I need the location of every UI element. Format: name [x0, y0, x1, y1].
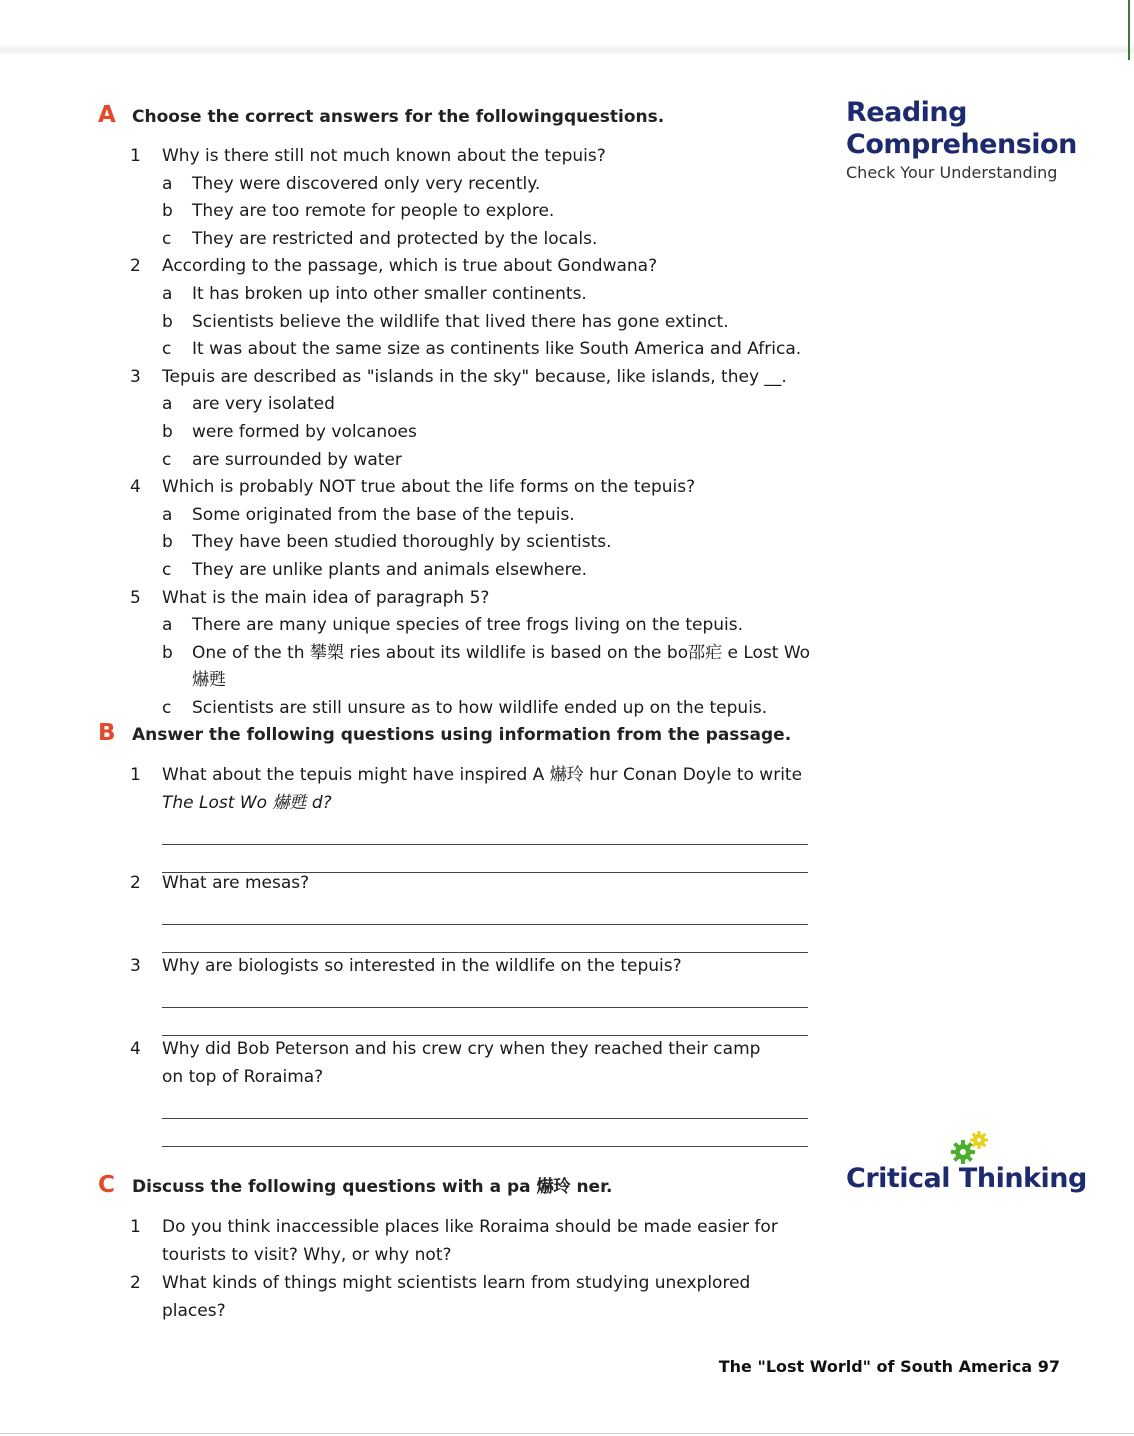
option-text: They have been studied thoroughly by scientists. — [192, 532, 612, 553]
answer-option[interactable] — [130, 695, 830, 723]
reading-subtitle: Check Your Understanding — [846, 163, 1058, 182]
footer-title: The "Lost World" of South America — [718, 1357, 1033, 1376]
page-edge-mark — [1128, 0, 1130, 60]
option-text: are surrounded by water — [192, 449, 402, 470]
question-text: What are mesas? — [162, 873, 310, 893]
answer-option[interactable] — [130, 529, 830, 557]
answer-line[interactable] — [162, 925, 808, 953]
question-text: What kinds of things might scientists learn from studying unexplored — [162, 1273, 751, 1293]
question-item — [130, 474, 830, 502]
question-text: What is the main idea of paragraph 5? — [162, 587, 490, 608]
section-b-title: Answer the following questions using information from the passage. — [132, 725, 792, 745]
question-text-continued: tourists to visit? Why, or why not? — [162, 1245, 452, 1265]
question-text: Tepuis are described as "islands in the sky" because, like islands, they __. — [162, 366, 787, 387]
option-text: were formed by volcanoes — [192, 421, 417, 442]
section-b-question-3 — [130, 952, 830, 1036]
option-letter: b — [162, 642, 173, 663]
section-b-question-1 — [130, 761, 830, 873]
answer-option[interactable] — [130, 171, 830, 199]
question-number: 1 — [130, 765, 141, 785]
option-letter: a — [162, 283, 173, 304]
question-number: 5 — [130, 587, 141, 608]
question-item — [130, 364, 830, 392]
answer-line[interactable] — [162, 817, 808, 845]
page-number: 97 — [1037, 1357, 1060, 1376]
question-number: 2 — [130, 873, 141, 893]
question-text: Why is there still not much known about the tepuis? — [162, 146, 606, 166]
section-a-letter: A — [98, 102, 116, 128]
option-text: They are unlike plants and animals elsewhere. — [192, 559, 588, 580]
section-b-question-2 — [130, 869, 830, 953]
answer-line[interactable] — [162, 980, 808, 1008]
option-text: One of the th 攀槊 ries about its wildlife is based on the bo邵疟 e Lost Wo 爀甦 — [192, 642, 811, 691]
section-b-heading — [98, 720, 791, 746]
option-text: It was about the same size as continents like South America and Africa. — [192, 339, 802, 360]
option-letter: a — [162, 615, 173, 636]
question-text: Why are biologists so interested in the wildlife on the tepuis? — [162, 956, 682, 976]
option-letter: b — [162, 311, 173, 332]
option-letter: a — [162, 173, 173, 194]
option-letter: c — [162, 559, 172, 580]
question-item — [130, 253, 830, 281]
option-text: Scientists are still unsure as to how wildlife ended up on the tepuis. — [192, 697, 768, 718]
section-c-title: Discuss the following questions with a pa 爀玲 ner. — [132, 1177, 613, 1197]
question-text: According to the passage, which is true about Gondwana? — [162, 256, 658, 277]
answer-option[interactable] — [130, 419, 830, 447]
answer-option[interactable] — [130, 612, 830, 640]
question-text-continued: places? — [162, 1301, 226, 1321]
option-letter: c — [162, 339, 172, 360]
reading-comprehension-title — [846, 97, 1077, 161]
question-number: 3 — [130, 956, 141, 976]
question-item — [130, 585, 830, 613]
answer-option[interactable] — [130, 281, 830, 309]
section-a-question-list — [130, 143, 830, 722]
question-text: Which is probably NOT true about the life forms on the tepuis? — [162, 477, 696, 498]
option-letter: a — [162, 394, 173, 415]
answer-option[interactable] — [130, 226, 830, 254]
answer-option[interactable] — [130, 391, 830, 419]
answer-option[interactable] — [130, 502, 830, 530]
answer-option[interactable] — [130, 447, 830, 475]
option-text: Some originated from the base of the tepuis. — [192, 504, 575, 525]
reading-title-line2: Comprehension — [846, 129, 1077, 160]
scan-top-strip — [0, 44, 1134, 56]
option-text: It has broken up into other smaller continents. — [192, 283, 587, 304]
answer-line[interactable] — [162, 1091, 808, 1119]
critical-thinking-title: Critical Thinking — [846, 1163, 1087, 1194]
question-number: 2 — [130, 1273, 141, 1293]
answer-option[interactable] — [130, 198, 830, 226]
question-text: What about the tepuis might have inspired A 爀玲 hur Conan Doyle to write — [162, 765, 803, 785]
option-text: They are restricted and protected by the locals. — [192, 228, 598, 249]
section-c-question-list — [130, 1213, 830, 1325]
page-bottom-edge — [0, 1433, 1134, 1434]
question-number: 4 — [130, 1039, 141, 1059]
option-letter: b — [162, 421, 173, 442]
answer-option[interactable] — [130, 557, 830, 585]
answer-option[interactable] — [130, 336, 830, 364]
answer-option[interactable] — [130, 309, 830, 337]
section-b-letter: B — [98, 720, 116, 746]
question-text: Why did Bob Peterson and his crew cry when they reached their camp — [162, 1039, 761, 1059]
answer-option[interactable] — [130, 640, 830, 695]
option-text: They were discovered only very recently. — [192, 173, 541, 194]
option-text: There are many unique species of tree frogs living on the tepuis. — [192, 615, 744, 636]
option-text: are very isolated — [192, 394, 335, 415]
option-letter: b — [162, 201, 173, 222]
option-letter: c — [162, 449, 172, 470]
page-footer — [719, 1357, 1060, 1376]
question-item — [130, 143, 830, 171]
section-a-heading — [98, 102, 664, 128]
option-text: Scientists believe the wildlife that lived there has gone extinct. — [192, 311, 729, 332]
answer-line[interactable] — [162, 1119, 808, 1147]
option-letter: a — [162, 504, 173, 525]
option-letter: c — [162, 697, 172, 718]
question-text: Do you think inaccessible places like Roraima should be made easier for — [162, 1217, 778, 1237]
question-text-continued: The Lost Wo 爀甦 d? — [162, 793, 332, 813]
gears-icon — [945, 1128, 993, 1168]
answer-line[interactable] — [162, 897, 808, 925]
question-number: 3 — [130, 366, 141, 387]
question-number: 2 — [130, 256, 141, 277]
section-a-title: Choose the correct answers for the followingquestions. — [132, 107, 665, 127]
reading-title-line1: Reading — [846, 97, 967, 128]
question-number: 1 — [130, 1217, 141, 1237]
option-letter: c — [162, 228, 172, 249]
option-letter: b — [162, 532, 173, 553]
question-number: 4 — [130, 477, 141, 498]
section-c-letter: C — [98, 1172, 115, 1198]
section-c-heading — [98, 1172, 613, 1198]
question-text-continued: on top of Roraima? — [162, 1067, 324, 1087]
option-text: They are too remote for people to explore. — [192, 201, 555, 222]
answer-line[interactable] — [162, 1008, 808, 1036]
section-b-question-4 — [130, 1035, 830, 1147]
question-number: 1 — [130, 146, 141, 166]
